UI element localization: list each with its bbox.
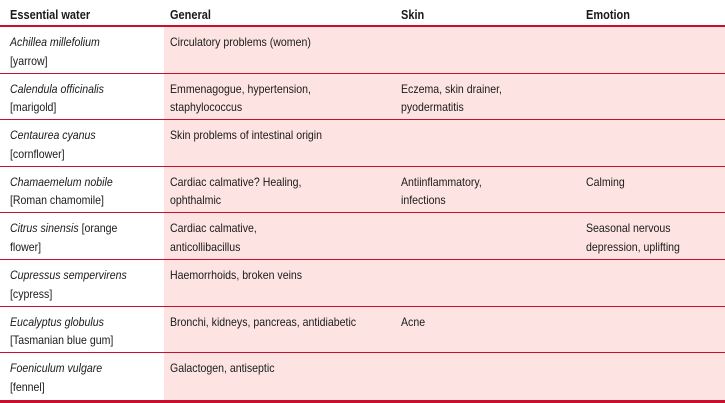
skin-cell-line: pyodermatitis bbox=[401, 100, 464, 115]
essential-water-cell bbox=[10, 126, 96, 163]
general-cell bbox=[170, 359, 275, 378]
table-row bbox=[0, 167, 725, 214]
general-cell bbox=[170, 126, 322, 145]
latin-name-text: Calendula officinalis bbox=[10, 81, 104, 96]
table-row bbox=[0, 353, 725, 400]
common-name: [Roman chamomile] bbox=[10, 193, 104, 208]
common-name: [yarrow] bbox=[10, 53, 48, 68]
general-cell-line: Haemorrhoids, broken veins bbox=[170, 268, 303, 282]
essential-water-cell bbox=[10, 266, 127, 303]
latin-name bbox=[10, 266, 127, 285]
emotion-cell-line: Seasonal nervous bbox=[586, 221, 671, 236]
latin-name bbox=[10, 80, 104, 99]
general-cell-line: Emmenagogue, hypertension, bbox=[170, 81, 311, 96]
skin-cell bbox=[401, 80, 502, 117]
general-cell-line: Bronchi, kidneys, pancreas, antidiabetic bbox=[170, 314, 357, 329]
essential-water-cell bbox=[10, 219, 117, 256]
common-name: [cornflower] bbox=[10, 146, 65, 161]
common-name: [cypress] bbox=[10, 286, 53, 301]
essential-water-cell bbox=[10, 80, 104, 117]
general-cell bbox=[170, 173, 301, 210]
skin-cell-line: Acne bbox=[401, 314, 426, 329]
latin-name bbox=[10, 126, 96, 145]
latin-name-text: Cupressus sempervirens bbox=[10, 268, 127, 282]
common-name: [Tasmanian blue gum] bbox=[10, 333, 114, 348]
table-row bbox=[0, 74, 725, 121]
latin-name-text: Foeniculum vulgare bbox=[10, 361, 103, 376]
latin-name bbox=[10, 359, 102, 378]
header-essential-water: Essential water bbox=[10, 8, 91, 22]
skin-cell bbox=[401, 173, 482, 210]
table-row bbox=[0, 120, 725, 167]
essential-water-cell bbox=[10, 313, 113, 350]
essential-water-cell bbox=[10, 359, 102, 396]
latin-name-text: Chamaemelum nobile bbox=[10, 174, 113, 189]
emotion-cell-line: Calming bbox=[586, 174, 625, 189]
latin-name-text: Centaurea cyanus bbox=[10, 128, 96, 143]
general-cell-line: Galactogen, antiseptic bbox=[170, 361, 275, 376]
emotion-cell-line: depression, uplifting bbox=[586, 239, 680, 254]
latin-name-text: Achillea millefolium bbox=[10, 35, 100, 49]
common-name-prefix: [orange bbox=[78, 221, 118, 236]
table-row bbox=[0, 307, 725, 354]
header-general: General bbox=[170, 8, 211, 22]
table-row bbox=[0, 213, 725, 260]
general-cell-line: ophthalmic bbox=[170, 193, 222, 208]
table-header-row bbox=[0, 0, 725, 25]
skin-cell-line: Antiinflammatory, bbox=[401, 174, 482, 189]
common-name: [marigold] bbox=[10, 100, 57, 115]
general-cell bbox=[170, 80, 311, 117]
general-cell bbox=[170, 33, 311, 52]
general-cell bbox=[170, 313, 356, 332]
latin-name bbox=[10, 33, 100, 52]
latin-name-text: Eucalyptus globulus bbox=[10, 314, 104, 329]
general-cell-line: Cardiac calmative? Healing, bbox=[170, 174, 302, 189]
essential-water-cell bbox=[10, 173, 113, 210]
general-cell bbox=[170, 266, 302, 285]
general-cell-line: Circulatory problems (women) bbox=[170, 35, 311, 49]
common-name: [fennel] bbox=[10, 379, 45, 394]
general-cell-line: Cardiac calmative, bbox=[170, 221, 257, 236]
skin-cell-line: infections bbox=[401, 193, 446, 208]
latin-name bbox=[10, 173, 113, 192]
emotion-cell bbox=[586, 173, 625, 192]
table-row bbox=[0, 27, 725, 74]
latin-name bbox=[10, 313, 113, 332]
general-cell-line: Skin problems of intestinal origin bbox=[170, 128, 323, 143]
general-cell-line: staphylococcus bbox=[170, 100, 243, 115]
skin-cell bbox=[401, 313, 425, 332]
header-skin: Skin bbox=[401, 8, 425, 22]
header-emotion: Emotion bbox=[586, 8, 630, 22]
emotion-cell bbox=[586, 219, 680, 256]
essential-water-cell bbox=[10, 33, 100, 70]
general-cell bbox=[170, 219, 257, 256]
common-name: flower] bbox=[10, 239, 42, 254]
skin-cell-line: Eczema, skin drainer, bbox=[401, 81, 502, 96]
table-row bbox=[0, 260, 725, 307]
general-cell-line: anticollibacillus bbox=[170, 239, 241, 254]
latin-name bbox=[10, 219, 117, 238]
latin-name-text: Citrus sinensis bbox=[10, 221, 79, 236]
